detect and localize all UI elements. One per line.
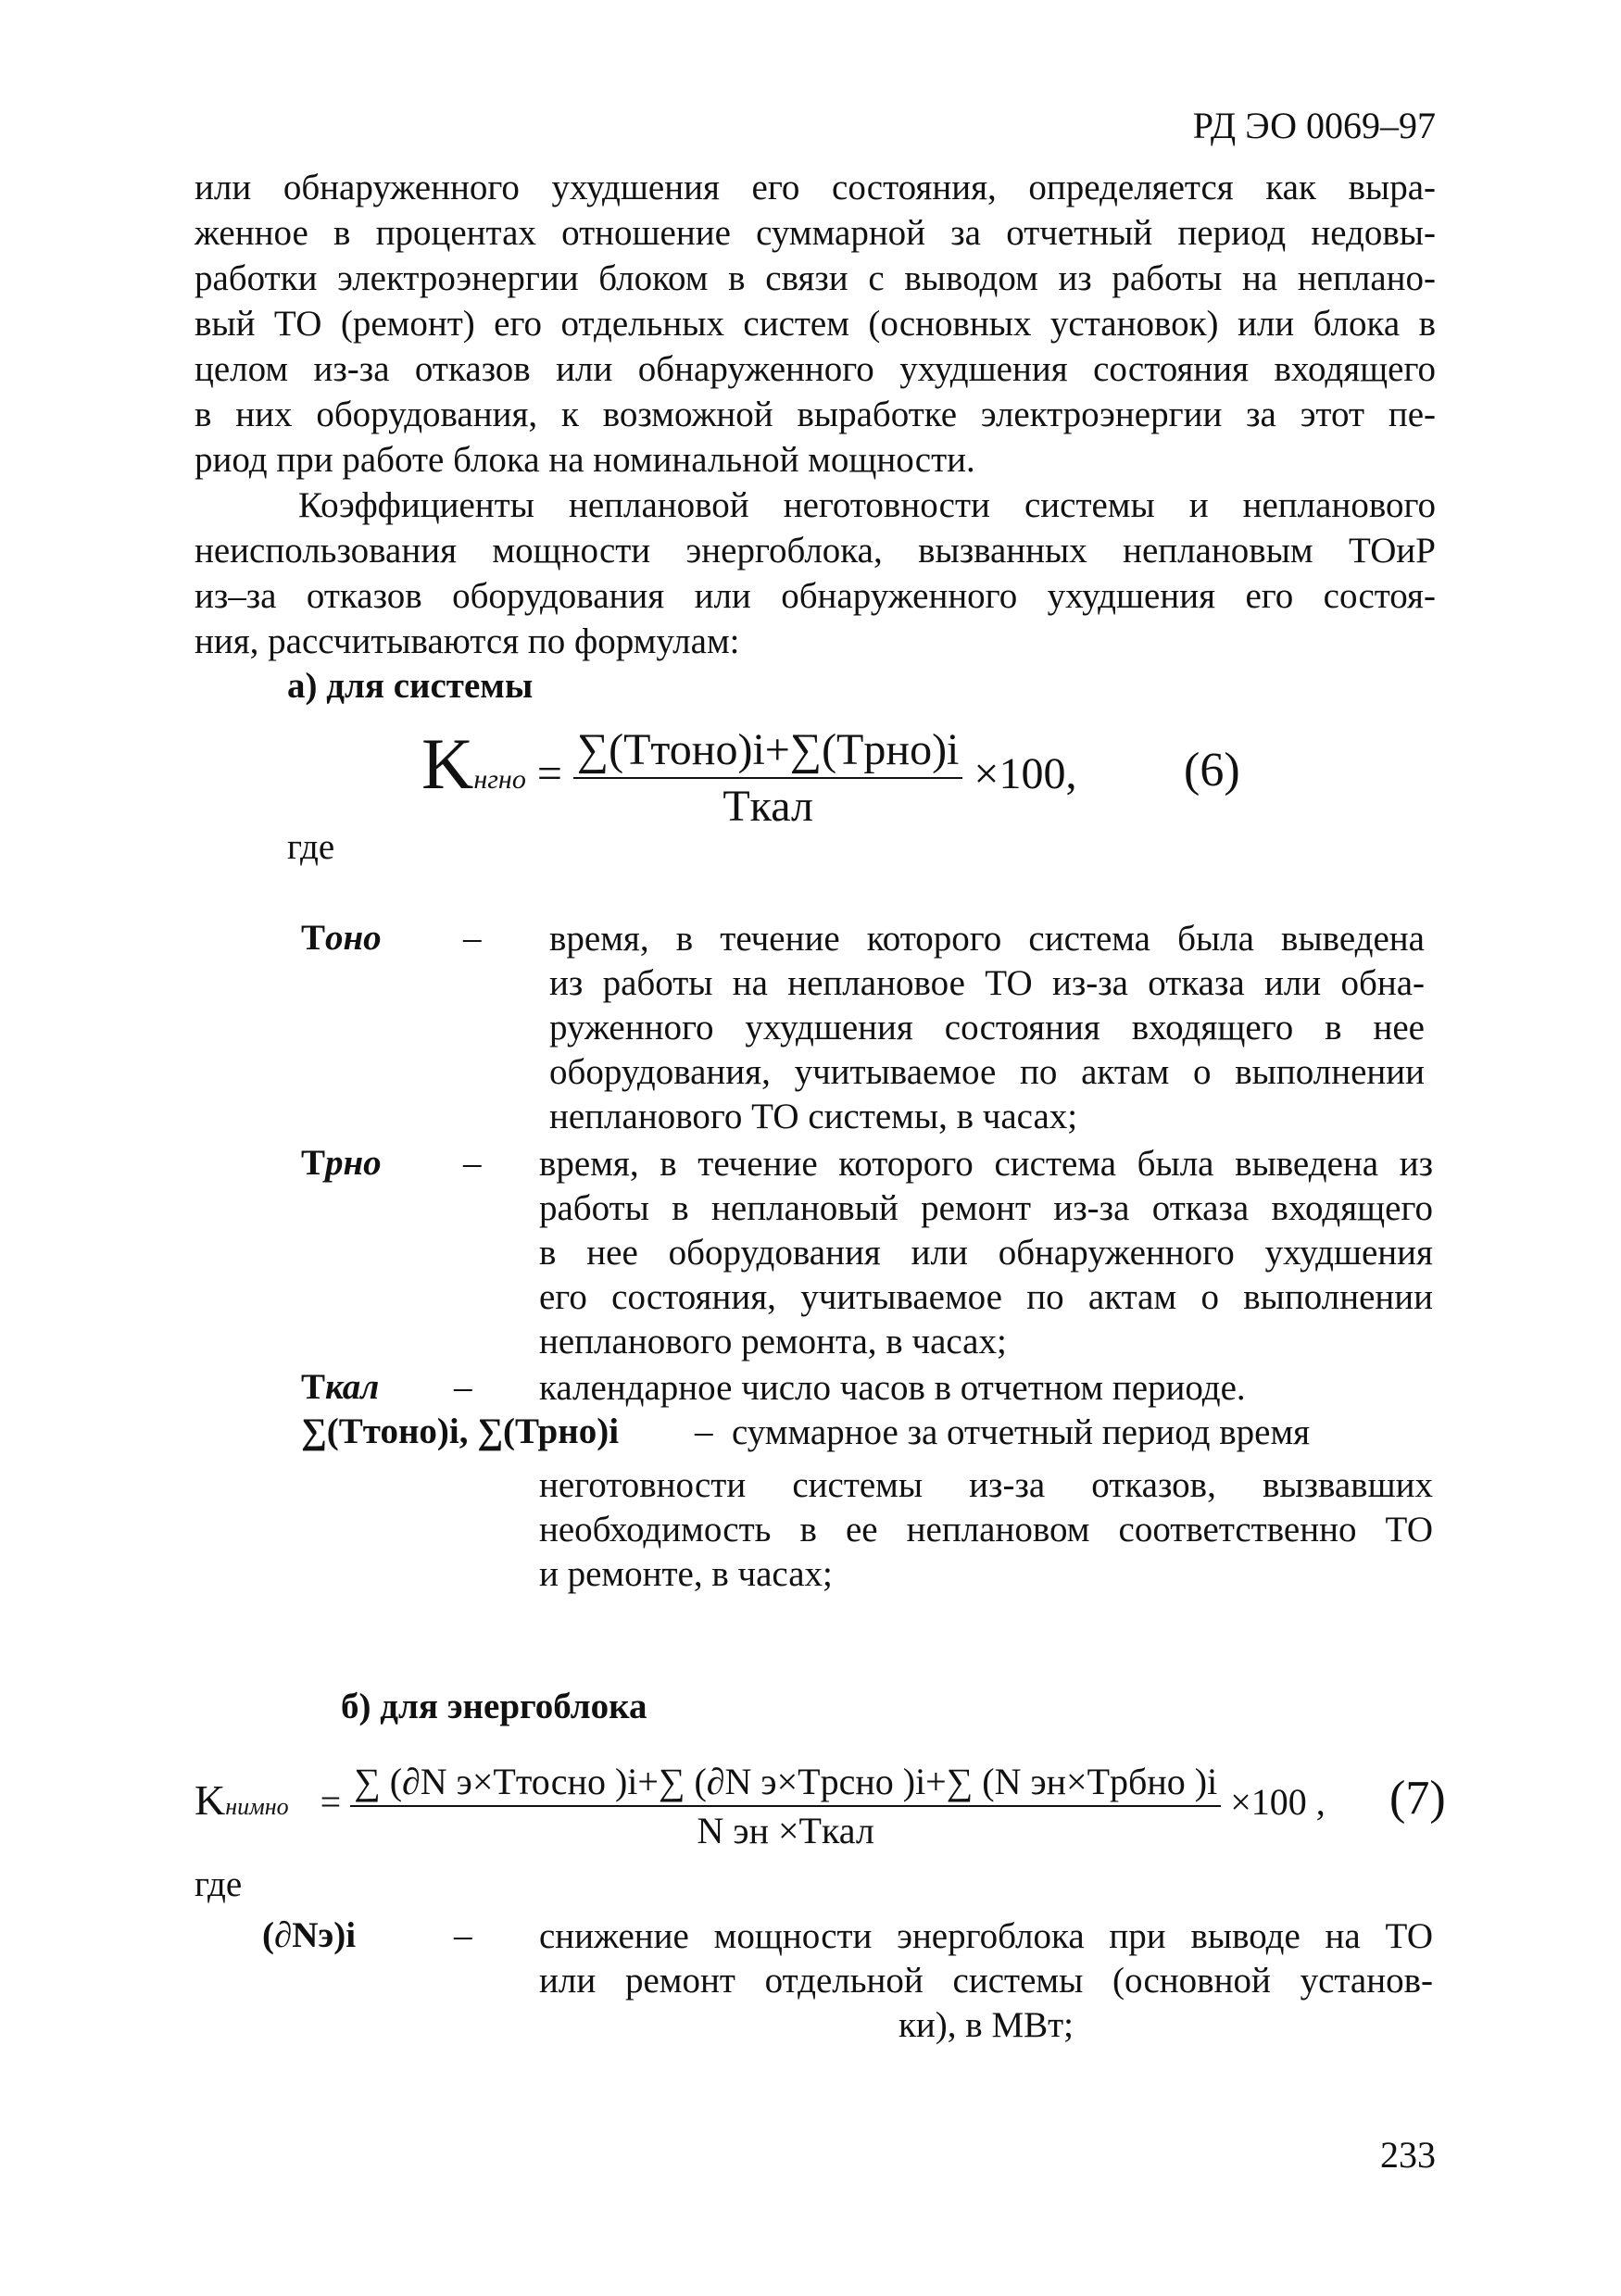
term-dNe: (∂Nэ)i xyxy=(262,1915,357,1955)
formula-7 xyxy=(195,1760,1326,1852)
denominator: N эн ×Tкал xyxy=(697,1810,874,1851)
text-line: из–за отказов оборудования или обнаруженного ухудшения его состоя- xyxy=(195,576,1436,616)
text-line: непланового ремонта, в часах; xyxy=(539,1322,1007,1361)
formula-subscript: нимно xyxy=(225,1793,289,1821)
text-line: ки), в МВт; xyxy=(898,2005,1074,2045)
intro-paragraph xyxy=(195,165,1436,483)
text-line: вый ТО (ремонт) его отдельных систем (основных установок) или блока в xyxy=(195,304,1436,344)
definition-sum xyxy=(539,1463,1433,1597)
definition-dNe xyxy=(539,1914,1433,2048)
term-tono: Тоно xyxy=(301,918,382,958)
numerator: ∑(Tтоно)i+∑(Tрно)i xyxy=(573,724,962,779)
text-line: или обнаруженного ухудшения его состояния, определяется как выра- xyxy=(195,168,1436,207)
text-line: время, в течение которого система была выведена из xyxy=(539,1144,1433,1184)
text-line: работки электроэнергии блоком в связи с выводом из работы на неплано- xyxy=(195,258,1436,298)
equals-sign: = xyxy=(536,749,562,798)
term-trno: Трно xyxy=(301,1143,382,1183)
text-line: из работы на неплановое ТО из-за отказа или обна- xyxy=(549,963,1425,1003)
text-line: время, в течение которого система была выведена xyxy=(549,919,1425,959)
where-label: где xyxy=(195,1864,243,1904)
multiplier: ×100 , xyxy=(1230,1781,1326,1824)
definition-tkal: календарное число часов в отчетном периоде. xyxy=(539,1368,1246,1408)
definition-tono xyxy=(549,917,1425,1139)
text-line: необходимость в ее неплановом соответственно ТО xyxy=(539,1510,1433,1549)
dash: – xyxy=(463,1143,482,1183)
text-line: снижение мощности энергоблока при выводе на ТО xyxy=(539,1916,1433,1956)
text-line: в них оборудования, к возможной выработке электроэнергии за этот пе- xyxy=(195,395,1436,434)
where-label: где xyxy=(287,827,335,867)
numerator: ∑ (∂N э×Tтосно )i+∑ (∂N э×Tрсно )i+∑ (N эн×Tрбно )i xyxy=(350,1760,1221,1807)
text-line: риод при работе блока на номинальной мощности. xyxy=(195,440,975,480)
text-line: или ремонт отдельной системы (основной установ- xyxy=(539,1961,1433,2001)
formula-symbol: K xyxy=(421,723,474,804)
denominator: Tкал xyxy=(723,781,813,831)
equation-number: (7) xyxy=(1389,1772,1446,1825)
text-line: оборудования, учитываемое по актам о выполнении xyxy=(549,1052,1425,1092)
formula-6 xyxy=(421,722,1076,832)
text-line: его состояния, учитываемое по актам о выполнении xyxy=(539,1277,1433,1317)
formula-symbol: K xyxy=(195,1776,226,1825)
text-line: и ремонте, в часах; xyxy=(539,1554,833,1594)
section-b-heading: б) для энергоблока xyxy=(341,1687,647,1726)
text-line: целом из-за отказов или обнаруженного ухудшения состояния входящего xyxy=(195,349,1436,389)
fraction xyxy=(350,1760,1221,1852)
text-line: Коэффициенты неплановой неготовности системы и непланового xyxy=(298,485,1436,525)
text-line: непланового ТО системы, в часах; xyxy=(549,1097,1078,1136)
term-tkal: Ткал xyxy=(301,1367,380,1407)
text-line: работы в неплановый ремонт из-за отказа входящего xyxy=(539,1188,1433,1228)
section-a-heading: а) для системы xyxy=(287,666,534,706)
text-line: неиспользования мощности энергоблока, вызванных неплановым ТОиР xyxy=(195,531,1436,571)
term-sum: ∑(Ттоно)i, ∑(Трно)i xyxy=(301,1411,620,1451)
dash: – xyxy=(463,918,482,958)
dash: – xyxy=(454,1367,472,1407)
coefficients-paragraph xyxy=(195,483,1436,664)
definition-sum-first-line: суммарное за отчетный период время xyxy=(732,1412,1311,1452)
dash: – xyxy=(695,1411,713,1451)
definition-trno xyxy=(539,1142,1433,1364)
page-number: 233 xyxy=(1380,2134,1436,2176)
formula-subscript: нгно xyxy=(473,764,526,795)
document-code: РД ЭО 0069–97 xyxy=(1192,105,1436,146)
text-line: ния, рассчитываются по формулам: xyxy=(195,621,740,661)
multiplier: ×100, xyxy=(974,749,1077,798)
text-line: неготовности системы из-за отказов, вызвавших xyxy=(539,1465,1433,1505)
equation-number: (6) xyxy=(1184,744,1240,797)
equals-sign: = xyxy=(320,1781,342,1824)
text-line: женное в процентах отношение суммарной за отчетный период недовы- xyxy=(195,213,1436,253)
fraction xyxy=(573,724,962,832)
text-line: в нее оборудования или обнаруженного ухудшения xyxy=(539,1233,1433,1273)
dash: – xyxy=(454,1915,472,1955)
text-line: руженного ухудшения состояния входящего в нее xyxy=(549,1008,1425,1048)
